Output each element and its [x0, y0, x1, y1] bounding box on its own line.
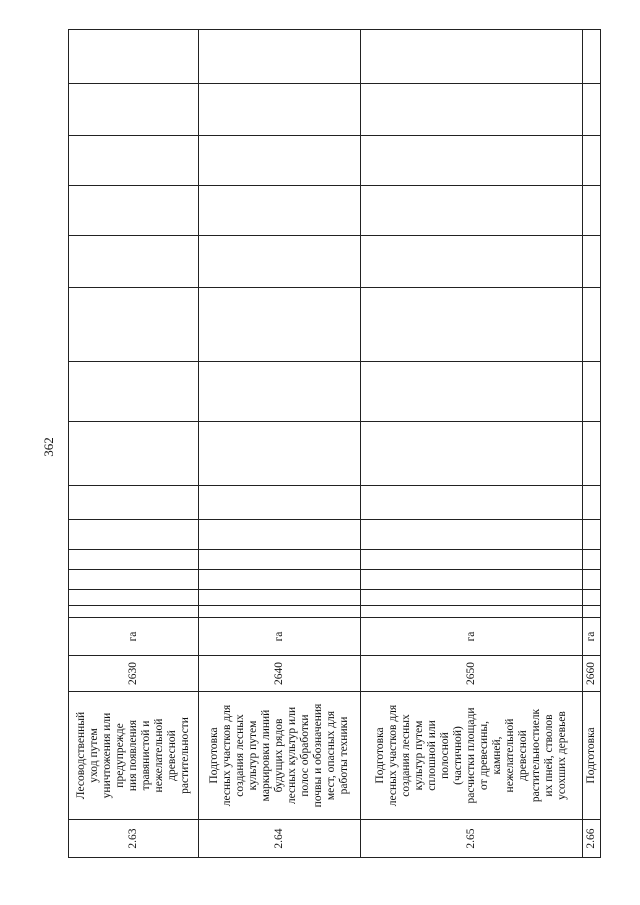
row-number: 2.66: [583, 820, 601, 858]
empty-cell: [583, 30, 601, 84]
empty-cell: [361, 520, 583, 550]
empty-cell: [199, 136, 361, 186]
empty-cell: [583, 186, 601, 236]
empty-cell: [361, 186, 583, 236]
empty-cell: [69, 186, 199, 236]
work-name: Подготовка лесных участков для создания лесных культур путем сплошной или полосной (частичной) расчистки площади от древесины, камней, нежелательной древесной растительностиелк их пней, стволов усохших деревьев: [361, 692, 583, 820]
empty-cell: [69, 236, 199, 288]
empty-cell: [583, 550, 601, 570]
empty-cell: [199, 520, 361, 550]
empty-cell: [361, 590, 583, 606]
table-row: [69, 30, 199, 858]
empty-cell: [199, 486, 361, 520]
empty-cell: [199, 550, 361, 570]
empty-cell: [69, 606, 199, 618]
rotated-table-frame: [68, 30, 600, 858]
empty-cell: [583, 606, 601, 618]
row-number: 2.65: [361, 820, 583, 858]
work-name: Подготовка лесных участков для создания лесных культур путем маркировки линий будущих рядов лесных культур или полос обработки почвы и обозначения мест, опасных для работы техники: [199, 692, 361, 820]
unit: га: [361, 618, 583, 656]
empty-cell: [583, 520, 601, 550]
row-number: 2.63: [69, 820, 199, 858]
empty-cell: [69, 422, 199, 486]
empty-cell: [361, 84, 583, 136]
empty-cell: [583, 236, 601, 288]
empty-cell: [583, 288, 601, 362]
empty-cell: [69, 486, 199, 520]
empty-cell: [361, 422, 583, 486]
work-name: Подготовка: [583, 692, 601, 820]
table-row: [199, 30, 361, 858]
empty-cell: [199, 288, 361, 362]
empty-cell: [69, 30, 199, 84]
empty-cell: [361, 30, 583, 84]
empty-cell: [69, 570, 199, 590]
unit: га: [583, 618, 601, 656]
empty-cell: [583, 422, 601, 486]
empty-cell: [69, 590, 199, 606]
empty-cell: [199, 590, 361, 606]
empty-cell: [583, 570, 601, 590]
empty-cell: [361, 606, 583, 618]
empty-cell: [69, 288, 199, 362]
empty-cell: [361, 550, 583, 570]
empty-cell: [361, 362, 583, 422]
empty-cell: [69, 550, 199, 570]
row-code: 2660: [583, 656, 601, 692]
work-name: Лесоводственный уход путем уничтожения или предупрежде ния появления травянистой и нежелательной древесной растительности: [69, 692, 199, 820]
empty-cell: [361, 486, 583, 520]
forestry-works-table: [68, 29, 601, 858]
empty-cell: [199, 236, 361, 288]
empty-cell: [583, 486, 601, 520]
empty-cell: [199, 570, 361, 590]
empty-cell: [361, 288, 583, 362]
empty-cell: [69, 520, 199, 550]
empty-cell: [583, 362, 601, 422]
empty-cell: [199, 84, 361, 136]
empty-cell: [199, 186, 361, 236]
empty-cell: [69, 136, 199, 186]
empty-cell: [199, 30, 361, 84]
table-row: [583, 30, 601, 858]
page-number: 362: [41, 437, 56, 457]
sheet: [68, 30, 600, 858]
empty-cell: [583, 84, 601, 136]
empty-cell: [199, 362, 361, 422]
empty-cell: [69, 362, 199, 422]
empty-cell: [199, 422, 361, 486]
empty-cell: [361, 236, 583, 288]
row-number: 2.64: [199, 820, 361, 858]
row-code: 2640: [199, 656, 361, 692]
empty-cell: [199, 606, 361, 618]
unit: га: [199, 618, 361, 656]
row-code: 2650: [361, 656, 583, 692]
unit: га: [69, 618, 199, 656]
empty-cell: [583, 136, 601, 186]
empty-cell: [361, 136, 583, 186]
empty-cell: [69, 84, 199, 136]
empty-cell: [583, 590, 601, 606]
row-code: 2630: [69, 656, 199, 692]
empty-cell: [361, 570, 583, 590]
table-row: [361, 30, 583, 858]
